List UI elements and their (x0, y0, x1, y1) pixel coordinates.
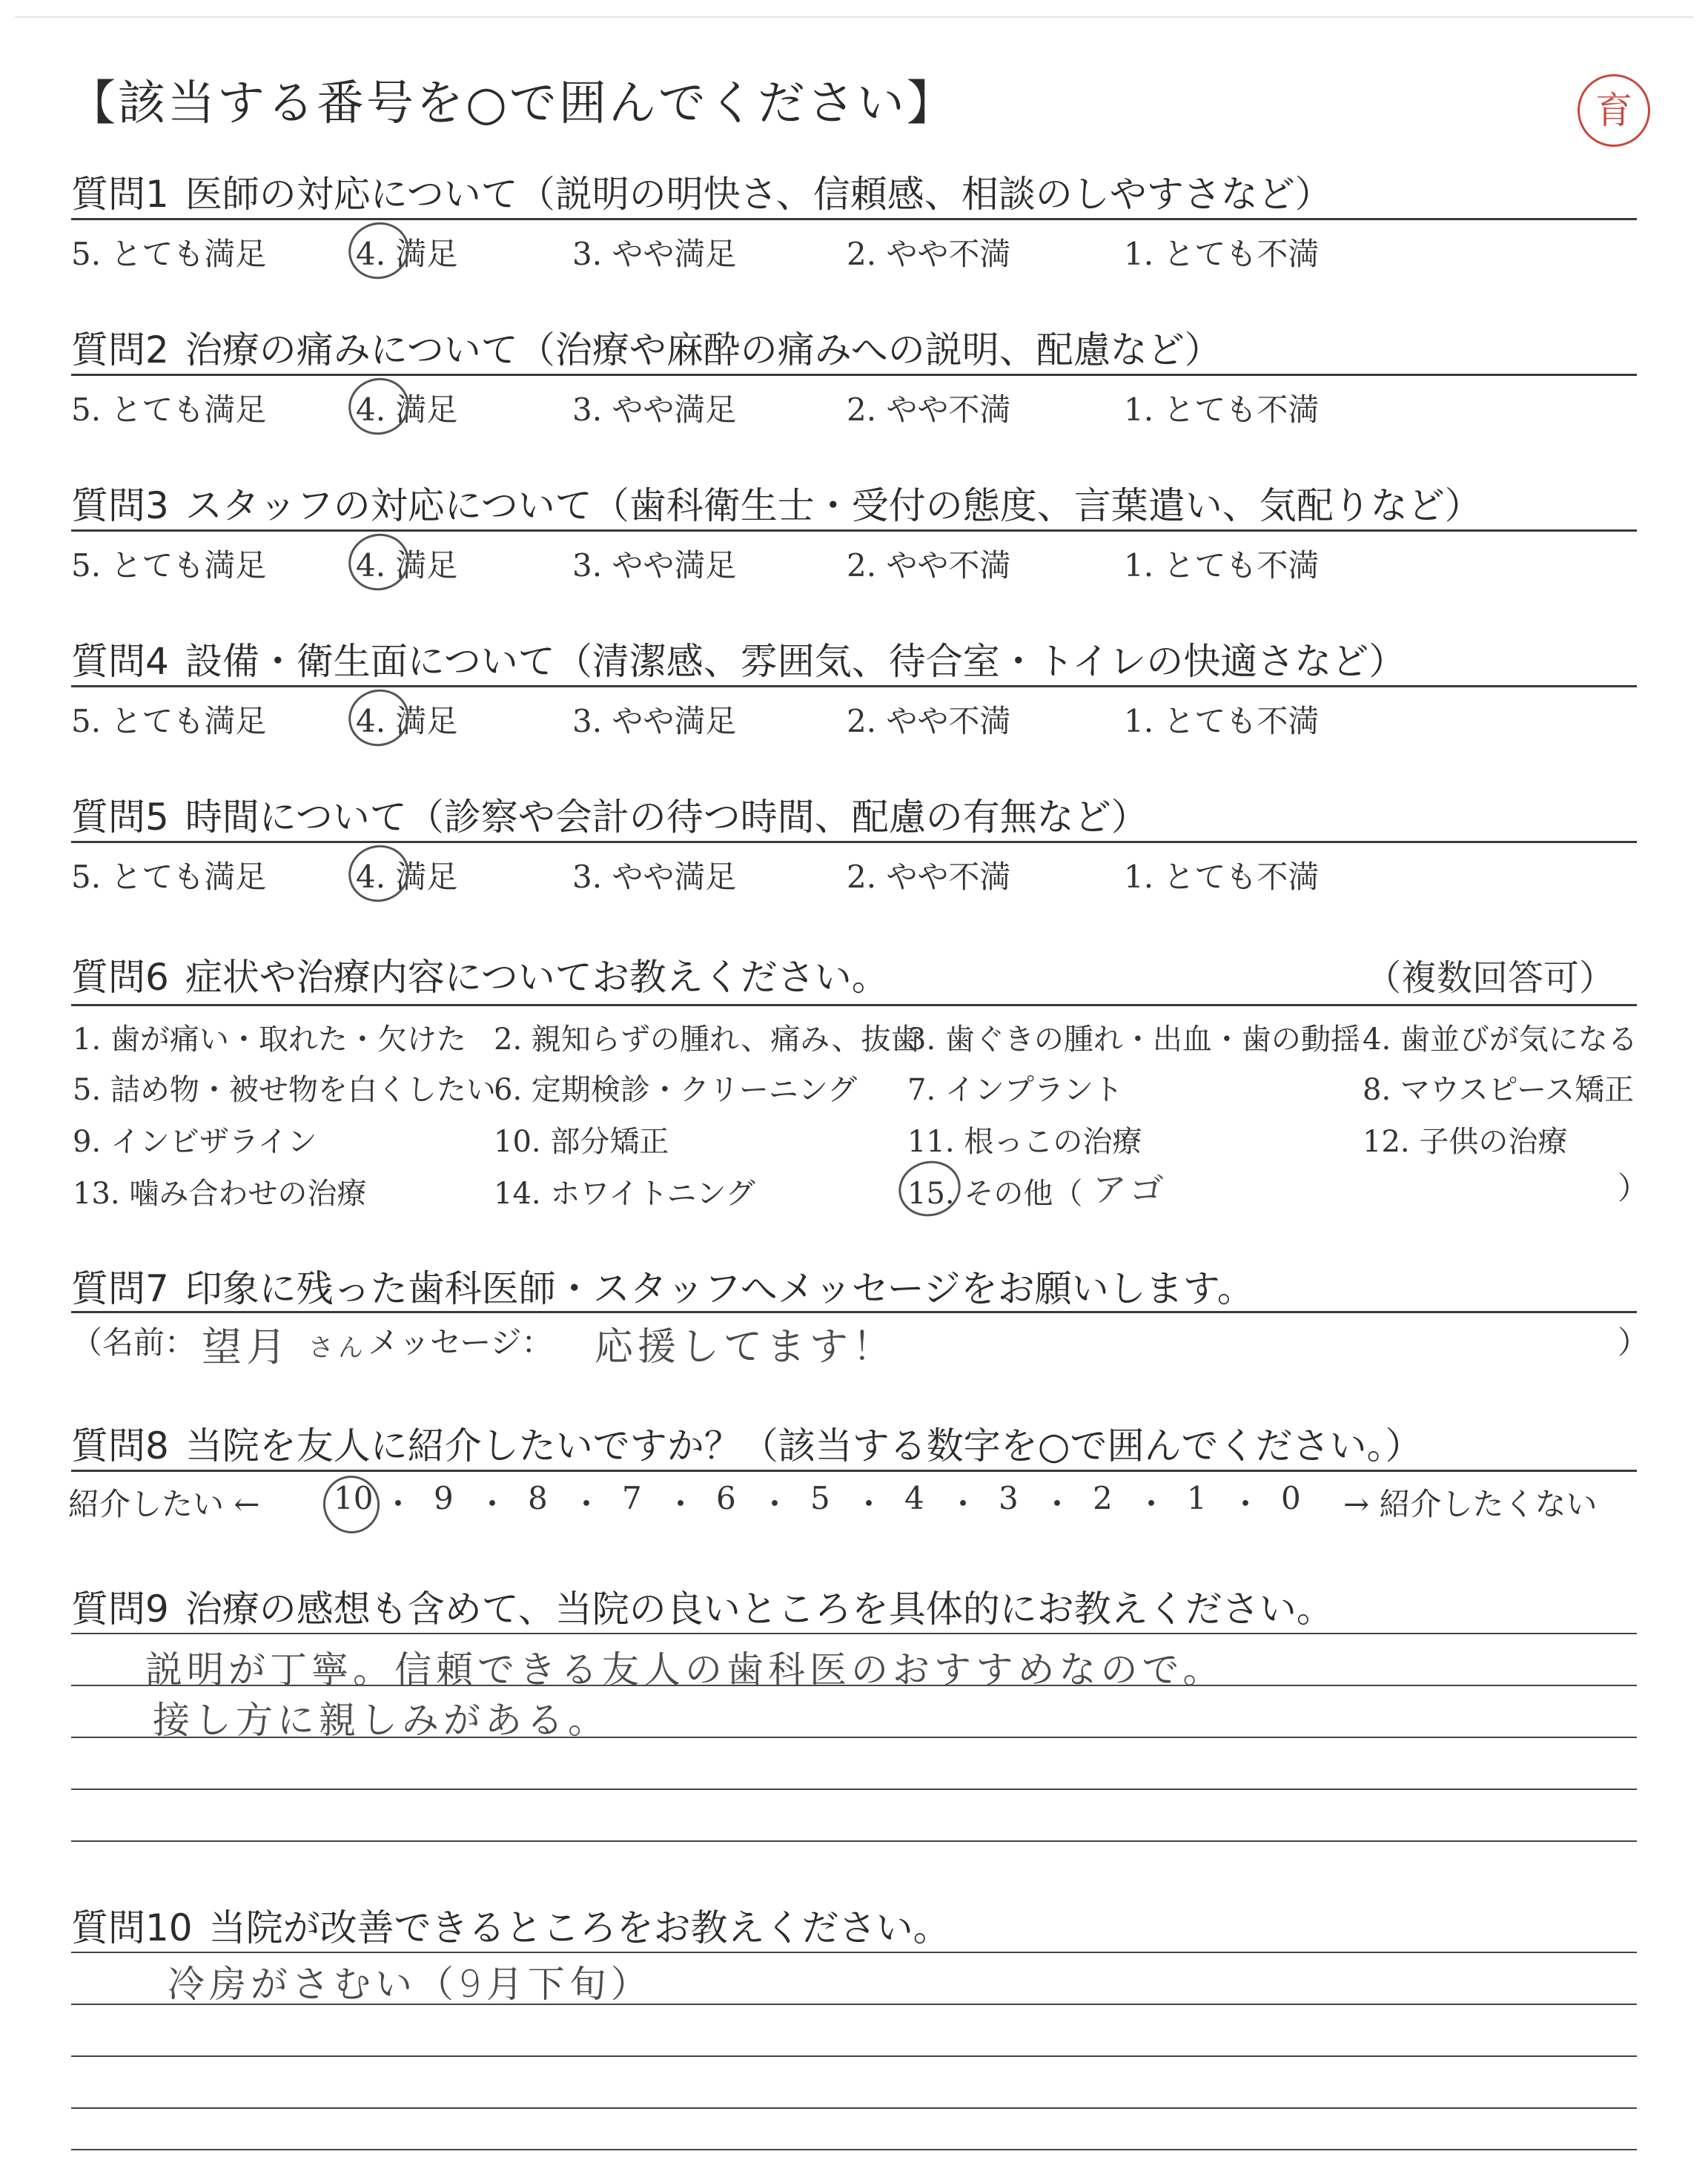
multiple-answer-note: （複数回答可） (1366, 957, 1615, 999)
form-instruction-title: 【該当する番号を○で囲んでください】 (68, 76, 956, 131)
answer-handwritten-line-1: 説明が丁寧。信頼できる友人の歯科医のおすすめなので。 (145, 1648, 1225, 1691)
question-6 (71, 948, 1649, 1215)
symptom-option-1[interactable]: 1. 歯が痛い・取れた・欠けた (73, 1023, 466, 1057)
rating-option-3[interactable]: 3. やや満足 (572, 236, 737, 272)
rating-option-3[interactable]: 3. やや満足 (572, 703, 737, 739)
question-number: 質問8 (71, 1424, 169, 1467)
question-rule (71, 685, 1637, 687)
question-number: 質問7 (71, 1267, 169, 1310)
scale-separator-dot: ・ (1042, 1486, 1073, 1522)
scale-value-3[interactable]: 3 (999, 1480, 1019, 1516)
reviewer-seal-stamp: 育 (1578, 74, 1650, 147)
question-8-title (71, 1416, 1422, 1470)
answer-line (71, 1633, 1637, 1634)
scale-value-10[interactable]: 10 (334, 1480, 374, 1516)
name-handwritten: 望月 (202, 1324, 291, 1370)
name-suffix-handwritten: さん (308, 1333, 368, 1363)
question-text: 医師の対応について（説明の明快さ、信頼感、相談のしやすさなど） (185, 173, 1332, 216)
message-close-paren: ） (1618, 1324, 1649, 1361)
selected-rating-circle-mark (342, 839, 416, 909)
selected-rating-circle-mark (342, 683, 416, 753)
scale-value-7[interactable]: 7 (622, 1480, 642, 1516)
symptom-option-3[interactable]: 3. 歯ぐきの腫れ・出血・歯の動揺 (907, 1023, 1360, 1057)
rating-option-3[interactable]: 3. やや満足 (572, 859, 737, 895)
symptom-option-10[interactable]: 10. 部分矯正 (494, 1125, 669, 1159)
scale-value-9[interactable]: 9 (434, 1480, 454, 1516)
symptom-option-7[interactable]: 7. インプラント (907, 1073, 1123, 1107)
question-number: 質問1 (71, 173, 169, 216)
selected-rating-circle-mark (342, 371, 416, 442)
rating-option-2[interactable]: 2. やや不満 (847, 859, 1011, 895)
rating-option-2[interactable]: 2. やや不満 (847, 547, 1011, 584)
scale-value-2[interactable]: 2 (1093, 1480, 1113, 1516)
scale-separator-dot: ・ (1136, 1486, 1168, 1522)
question-text: 時間について（診察や会計の待つ時間、配慮の有無など） (185, 796, 1148, 839)
rating-option-5[interactable]: 5. とても満足 (71, 703, 267, 739)
answer-line (71, 1789, 1637, 1790)
answer-line (71, 1952, 1637, 1953)
selected-rating-circle-mark (342, 216, 416, 286)
rating-option-5[interactable]: 5. とても満足 (71, 236, 267, 272)
rating-option-1[interactable]: 1. とても不満 (1124, 392, 1320, 428)
answer-handwritten-line-1: 冷房がさむい（9月下旬） (168, 1963, 652, 2006)
question-text: 症状や治療内容についてお教えください。 (185, 956, 889, 999)
rating-option-4[interactable]: 4. 満足 (356, 859, 458, 895)
symptom-option-15[interactable]: 15. その他（ (907, 1177, 1083, 1211)
other-close-paren: ） (1618, 1170, 1649, 1206)
question-number: 質問5 (71, 796, 169, 839)
question-1-title (71, 165, 1332, 218)
symptom-option-12[interactable]: 12. 子供の治療 (1363, 1125, 1568, 1159)
question-number: 質問2 (71, 328, 169, 371)
question-3 (71, 476, 1637, 587)
question-5 (71, 787, 1637, 899)
question-text: スタッフの対応について（歯科衛生士・受付の態度、言葉遣い、気配りなど） (185, 484, 1482, 527)
question-2-title (71, 320, 1222, 374)
symptom-option-11[interactable]: 11. 根っこの治療 (907, 1125, 1142, 1159)
rating-option-4[interactable]: 4. 満足 (356, 236, 458, 272)
question-3-title (71, 476, 1482, 529)
rating-option-1[interactable]: 1. とても不満 (1124, 859, 1320, 895)
question-number: 質問9 (71, 1588, 169, 1631)
scale-value-8[interactable]: 8 (528, 1480, 548, 1516)
scale-value-0[interactable]: 0 (1281, 1480, 1301, 1516)
question-number: 質問4 (71, 640, 169, 683)
question-text: 設備・衛生面について（清潔感、雰囲気、待合室・トイレの快適さなど） (185, 640, 1406, 683)
answer-line (71, 1840, 1637, 1842)
name-label: （名前： (71, 1324, 196, 1361)
question-text: 当院を友人に紹介したいですか？（該当する数字を○で囲んでください。） (185, 1424, 1423, 1467)
scale-separator-dot: ・ (947, 1486, 979, 1522)
scale-left-label: 紹介したい ← (68, 1486, 260, 1522)
question-4-title (71, 632, 1406, 685)
answer-line (71, 2055, 1637, 2057)
scale-right-label: → 紹介したくない (1343, 1486, 1598, 1522)
scale-value-5[interactable]: 5 (810, 1480, 830, 1516)
question-number: 質問6 (71, 956, 169, 999)
rating-option-3[interactable]: 3. やや満足 (572, 392, 737, 428)
selected-rating-circle-mark (342, 527, 416, 598)
scale-value-1[interactable]: 1 (1187, 1480, 1207, 1516)
scale-separator-dot: ・ (1230, 1486, 1262, 1522)
symptom-option-13[interactable]: 13. 噛み合わせの治療 (73, 1177, 367, 1211)
other-handwritten-answer: アゴ (1093, 1169, 1168, 1209)
scale-separator-dot: ・ (477, 1486, 509, 1522)
question-9 (71, 1579, 1637, 1861)
question-7 (71, 1259, 1649, 1370)
symptom-option-9[interactable]: 9. インビザライン (73, 1125, 317, 1159)
question-number: 質問3 (71, 484, 169, 527)
symptom-option-4[interactable]: 4. 歯並びが気になる (1363, 1023, 1638, 1057)
symptom-option-2[interactable]: 2. 親知らずの腫れ、痛み、抜歯 (494, 1023, 921, 1057)
question-rule (71, 1004, 1637, 1006)
question-2 (71, 320, 1637, 432)
rating-option-4[interactable]: 4. 満足 (356, 392, 458, 428)
scale-value-4[interactable]: 4 (904, 1480, 924, 1516)
rating-option-4[interactable]: 4. 満足 (356, 547, 458, 584)
rating-option-1[interactable]: 1. とても不満 (1124, 547, 1320, 584)
message-label: メッセージ： (368, 1324, 553, 1361)
question-rule (71, 529, 1637, 532)
question-9-title (71, 1579, 1334, 1633)
score-10-circle-mark (317, 1469, 386, 1539)
question-4 (71, 632, 1637, 743)
question-10 (71, 1898, 1637, 2150)
question-8 (68, 1416, 1637, 1535)
question-text: 治療の感想も含めて、当院の良いところを具体的にお教えください。 (185, 1588, 1334, 1631)
symptom-option-6[interactable]: 6. 定期検診・クリーニング (494, 1073, 858, 1107)
answer-line (71, 2149, 1637, 2150)
question-rule (71, 841, 1637, 843)
rating-option-5[interactable]: 5. とても満足 (71, 859, 267, 895)
question-text: 治療の痛みについて（治療や麻酔の痛みへの説明、配慮など） (185, 328, 1222, 371)
scale-separator-dot: ・ (571, 1486, 603, 1522)
question-number: 質問10 (71, 1906, 193, 1949)
scan-edge-line (15, 16, 1693, 18)
symptom-option-14[interactable]: 14. ホワイトニング (494, 1177, 755, 1211)
rating-option-5[interactable]: 5. とても満足 (71, 547, 267, 584)
symptom-option-8[interactable]: 8. マウスピース矯正 (1363, 1073, 1635, 1107)
question-5-title (71, 787, 1148, 841)
scale-separator-dot: ・ (759, 1486, 791, 1522)
answer-handwritten-line-2: 接し方に親しみがある。 (153, 1699, 609, 1742)
rating-option-1[interactable]: 1. とても不満 (1124, 236, 1320, 272)
question-rule (71, 1470, 1637, 1472)
question-text: 印象に残った歯科医師・スタッフへメッセージをお願いします。 (185, 1267, 1254, 1310)
question-7-title (71, 1259, 1254, 1312)
rating-option-5[interactable]: 5. とても満足 (71, 392, 267, 428)
question-6-title (71, 948, 889, 1001)
question-1 (71, 165, 1637, 276)
scale-value-6[interactable]: 6 (716, 1480, 736, 1516)
question-rule (71, 1311, 1637, 1313)
scale-separator-dot: ・ (665, 1486, 697, 1522)
question-rule (71, 374, 1637, 376)
rating-option-2[interactable]: 2. やや不満 (847, 236, 1011, 272)
message-handwritten: 応援してます！ (595, 1325, 896, 1370)
question-10-title (71, 1898, 950, 1952)
symptom-option-5[interactable]: 5. 詰め物・被せ物を白くしたい (73, 1073, 496, 1107)
rating-option-2[interactable]: 2. やや不満 (847, 392, 1011, 428)
answer-line (71, 2107, 1637, 2109)
rating-option-4[interactable]: 4. 満足 (356, 703, 458, 739)
scale-separator-dot: ・ (383, 1486, 414, 1522)
question-text: 当院が改善できるところをお教えください。 (208, 1906, 950, 1949)
rating-option-1[interactable]: 1. とても不満 (1124, 703, 1320, 739)
rating-option-2[interactable]: 2. やや不満 (847, 703, 1011, 739)
rating-option-3[interactable]: 3. やや満足 (572, 547, 737, 584)
question-rule (71, 218, 1637, 220)
option-15-circle-mark (893, 1154, 967, 1223)
scale-separator-dot: ・ (853, 1486, 885, 1522)
